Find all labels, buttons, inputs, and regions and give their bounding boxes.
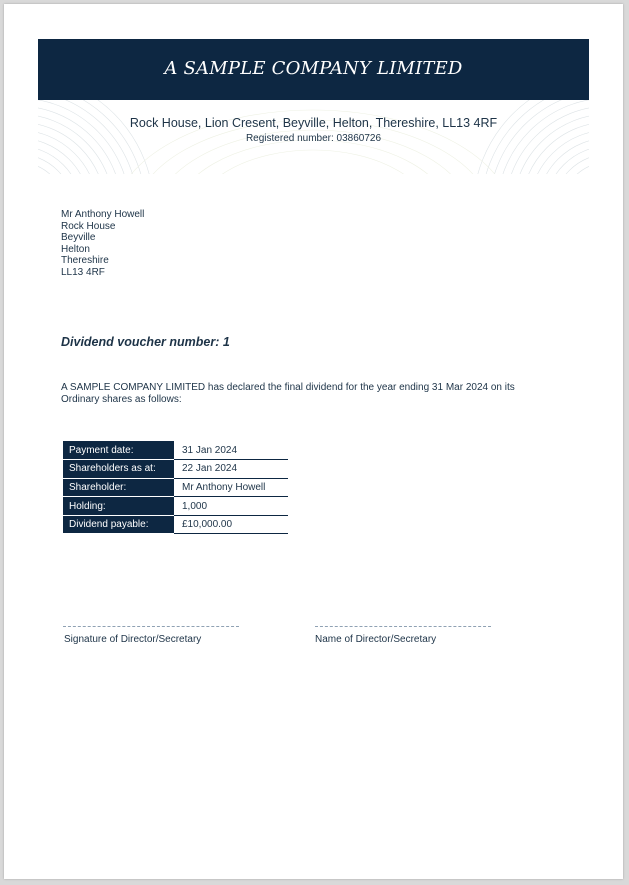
table-row [63,515,288,534]
row-label: Shareholders as at: [63,460,174,479]
recipient-address-block [61,209,144,278]
recipient-address-line: Beyville [61,232,96,243]
voucher-page [4,4,623,879]
registered-number: Registered number: 03860726 [245,133,382,144]
row-value: 1,000 [174,497,288,516]
row-value: Mr Anthony Howell [174,478,288,497]
recipient-postcode: LL13 4RF [61,266,105,278]
dividend-declaration: A SAMPLE COMPANY LIMITED has declared the final dividend for the year ending 31 Mar 2024 on its Ordinary shares as follows: [61,382,515,405]
table-row [63,497,288,516]
row-label: Dividend payable: [63,515,174,534]
recipient-address-line: Helton [61,243,90,255]
recipient-address-line: Thereshire [61,255,109,266]
row-label: Holding: [63,497,174,516]
table-row [63,478,288,497]
recipient-address-line: Rock House [61,220,116,232]
row-label: Payment date: [63,441,174,460]
voucher-title: Dividend voucher number: 1 [61,335,230,349]
company-address: Rock House, Lion Cresent, Beyville, Helton, Thereshire, LL13 4RF [129,116,498,130]
row-value: 22 Jan 2024 [174,460,288,479]
dividend-details-table [63,441,288,534]
company-details-band [38,100,589,174]
company-header-band [38,39,589,100]
name-label: Name of Director/Secretary [315,634,437,645]
recipient-name: Mr Anthony Howell [61,209,145,220]
company-name-title: A SAMPLE COMPANY LIMITED [164,58,463,79]
row-label: Shareholder: [63,478,174,497]
name-line [315,626,491,627]
table-row [63,460,288,479]
signature-line [63,626,239,627]
signature-label: Signature of Director/Secretary [64,634,202,645]
row-value: £10,000.00 [174,515,288,534]
row-value: 31 Jan 2024 [174,441,288,460]
table-row [63,441,288,460]
